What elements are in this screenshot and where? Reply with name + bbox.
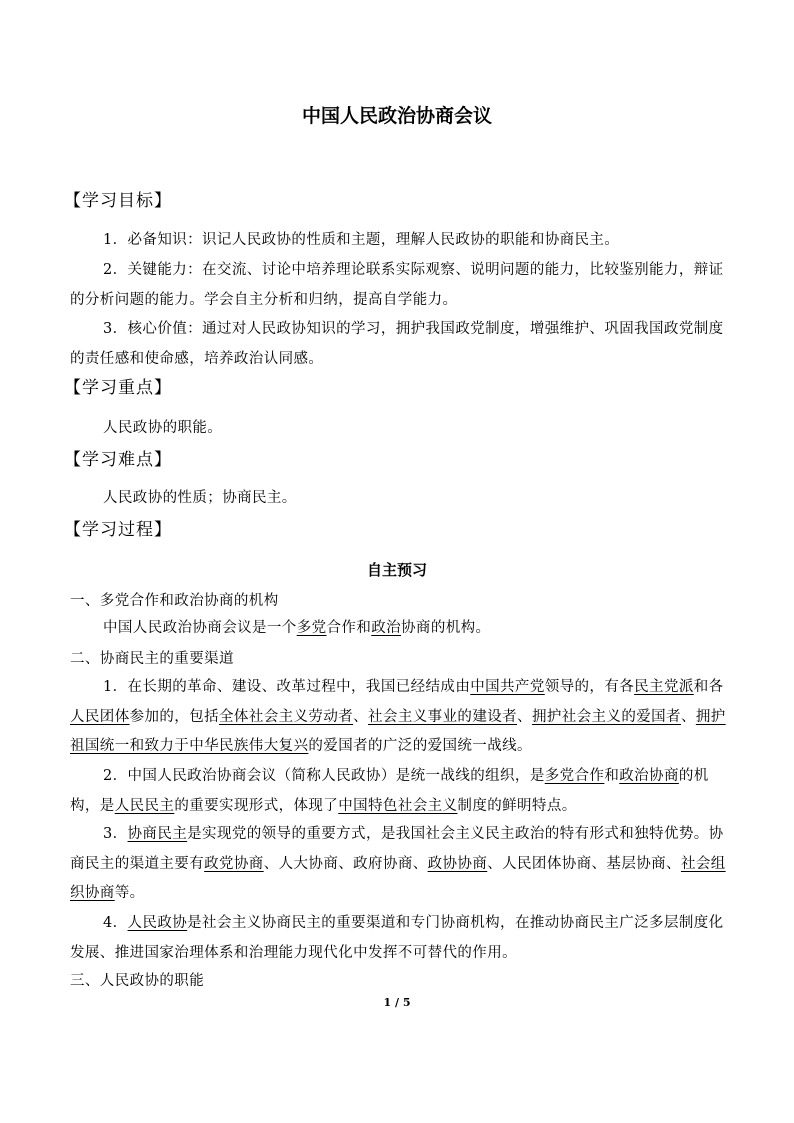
underlined-term: 民主党派 (634, 679, 694, 695)
text-run: 1．在长期的革命、建设、改革过程中，我国已经结成由 (103, 679, 471, 695)
text-run: 的爱国者的广泛的爱国统一战线。 (308, 738, 532, 754)
key-points-heading: 【学习重点】 (64, 378, 172, 398)
goal-item-ability: 2．关键能力：在交流、讨论中培养理论联系实际观察、说明问题的能力，比较鉴别能力，辩证的分析问题的能力。学会自主分析和归纳，提高自学能力。 (70, 262, 724, 308)
underlined-term: 中国共产党 (470, 679, 545, 695)
text-run: 的机构，是 (70, 768, 709, 814)
text-run: 、 (680, 708, 696, 725)
underlined-term: 全体社会主义劳动者 (219, 708, 354, 725)
underlined-term: 人民团体 (70, 708, 130, 725)
underlined-term: 社会主义事业的建设者 (368, 708, 518, 725)
text-run: 参加的，包括 (129, 708, 220, 725)
underlined-term: 人民民主 (114, 797, 175, 814)
difficulties-heading: 【学习难点】 (64, 450, 172, 470)
text-run: 合作和 (326, 620, 372, 636)
goal-item-knowledge: 1．必备知识：识记人民政协的性质和主题，理解人民政协的职能和协商民主。 (103, 232, 620, 248)
text-run: 和 (604, 768, 620, 784)
key-points-text: 人民政协的职能。 (103, 420, 223, 436)
underlined-term: 协商民主 (127, 826, 188, 842)
outline-section-3-heading: 三、人民政协的职能 (70, 973, 205, 989)
underlined-term: 社会组织协商 (70, 855, 726, 901)
self-preview-title: 自主预习 (366, 561, 427, 579)
outline-section-1-heading: 一、多党合作和政治协商的机构 (70, 593, 279, 609)
underlined-term: 中国特色社会主义 (338, 797, 458, 814)
text-run: 4． (103, 915, 128, 931)
underlined-term: 多党 (296, 620, 327, 636)
goal-item-value: 3．核心价值：通过对人民政协知识的学习，拥护我国政党制度，增强维护、巩固我国政党制度的责任感和使命感，培养政治认同感。 (70, 321, 724, 367)
process-heading: 【学习过程】 (64, 520, 172, 540)
underlined-term: 政治协商 (619, 768, 679, 784)
text-run: 、人大协商、政府协商、 (263, 855, 428, 872)
page-title: 中国人民政治协商会议 (301, 105, 492, 127)
text-run: 等。 (114, 885, 145, 901)
difficulties-text: 人民政协的性质；协商民主。 (103, 490, 297, 506)
underlined-term: 政治 (371, 620, 402, 636)
text-run: 制度的鲜明特点。 (457, 797, 577, 814)
goals-heading: 【学习目标】 (64, 191, 172, 211)
underlined-term: 政协协商 (427, 855, 488, 872)
outline-section-2-paragraph-2 (70, 762, 728, 821)
text-run: 2．中国人民政治协商会议（简称人民政协）是统一战线的组织，是 (103, 768, 545, 784)
outline-section-2-heading: 二、协商民主的重要渠道 (70, 651, 234, 667)
text-run: 是社会主义协商民主的重要渠道和专门协商机构，在推动协商民主广泛多层制度化发展、推进国家治理体系和治理能力现代化中发挥不可替代的作用。 (70, 915, 724, 961)
outline-section-2-paragraph-1 (70, 673, 728, 762)
text-run: 的重要实现形式，体现了 (174, 797, 339, 814)
underlined-term: 拥护祖国统一和致力于中华民族伟大复兴 (70, 708, 726, 754)
text-run: 中国人民政治协商会议是一个 (103, 620, 297, 636)
text-run: 、人民团体协商、基层协商、 (487, 855, 681, 872)
text-run: 、 (517, 708, 532, 725)
underlined-term: 拥护社会主义的爱国者 (531, 708, 681, 725)
text-run: 和各 (693, 679, 724, 695)
page-number: 1 / 5 (383, 996, 411, 1009)
outline-section-2-paragraph-3 (70, 820, 728, 909)
underlined-term: 政党协商 (204, 855, 264, 872)
underlined-term: 多党合作 (544, 768, 605, 784)
text-run: 3． (103, 826, 128, 842)
text-run: 是实现党的领导的重要方式，是我国社会主义民主政治的特有形式和独特优势。协商民主的渠道主要有 (70, 826, 724, 872)
underlined-term: 人民政协 (127, 915, 188, 931)
text-run: 领导的，有各 (544, 679, 635, 695)
outline-section-2-paragraph-4 (70, 909, 728, 968)
text-run: 协商的机构。 (401, 620, 491, 636)
outline-section-1-paragraph (70, 614, 728, 644)
text-run: 、 (353, 708, 369, 725)
